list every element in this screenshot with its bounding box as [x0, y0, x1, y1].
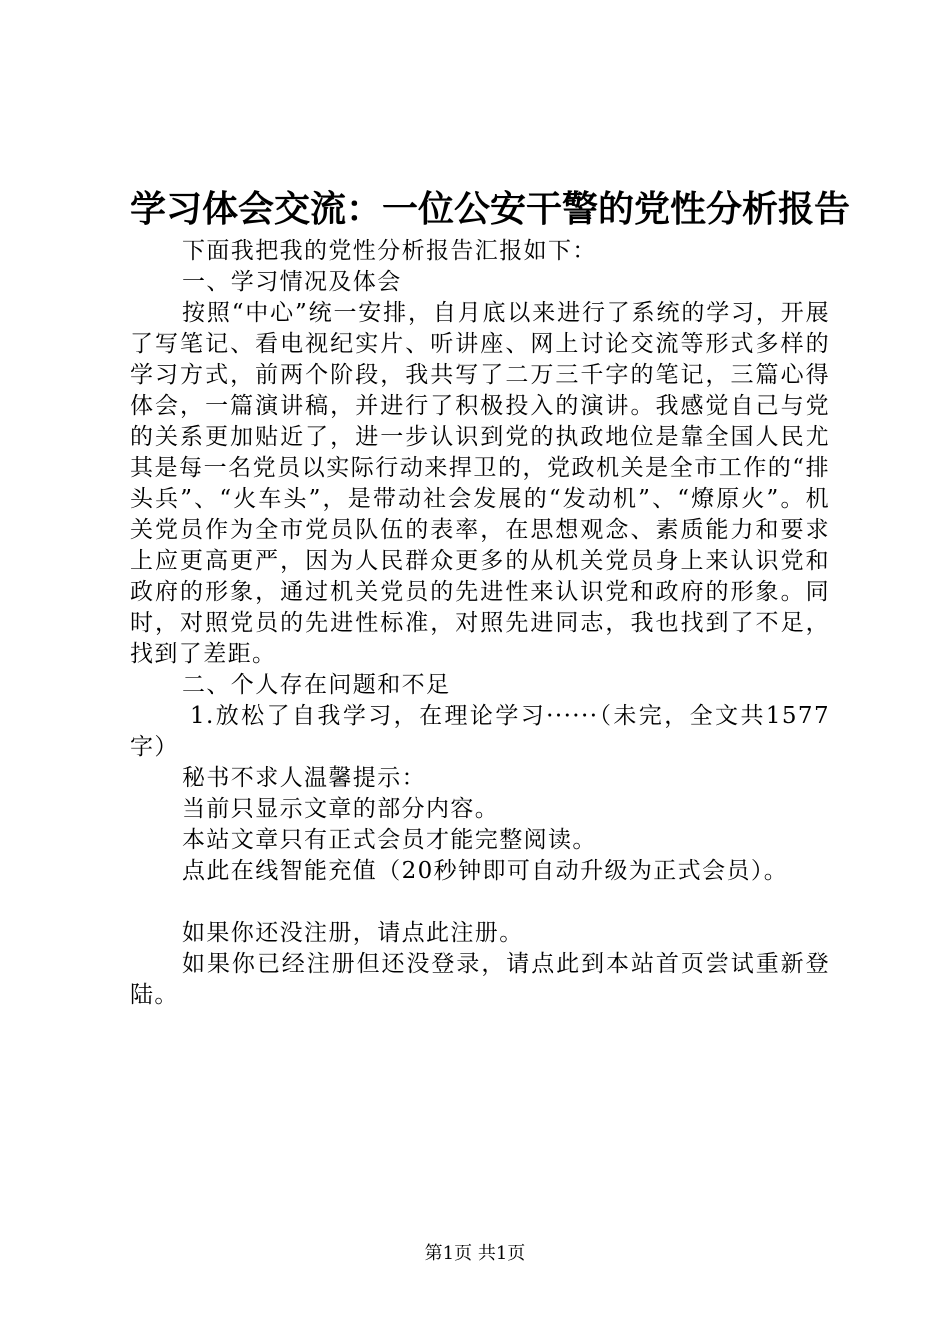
recharge-link[interactable]: 点此在线智能充值（20秒钟即可自动升级为正式会员）。	[182, 858, 789, 884]
notice-heading: 秘书不求人温馨提示：	[182, 765, 426, 791]
list-item-1: 1.放松了自我学习，在理论学习······（未完，全文共1577字）	[130, 703, 830, 760]
login-link[interactable]: 如果你已经注册但还没登录，请点此到本站首页尝试重新登陆。	[130, 951, 830, 1008]
notice-line-members: 本站文章只有正式会员才能完整阅读。	[182, 827, 597, 853]
section-heading-2: 二、个人存在问题和不足	[182, 672, 451, 698]
document-title: 学习体会交流：一位公安干警的党性分析报告	[130, 188, 851, 230]
notice-line-partial: 当前只显示文章的部分内容。	[182, 796, 500, 822]
blank-line	[130, 887, 830, 918]
body-paragraph: 按照“中心”统一安排，自月底以来进行了系统的学习，开展了写笔记、看电视纪实片、听讲座、网上讨论交流等形式多样的学习方式，前两个阶段，我共写了二万三千字的笔记，三篇心得体会，一篇演讲稿，并进行了积极投入的演讲。我感觉自己与党的关系更加贴近了，进一步认识到党的执政地位是靠全国人民尤其是每一名党员以实际行动来捍卫的，党政机关是全市工作的“排头兵”、“火车头”，是带动社会发展的“发动机”、“燎原火”。机关党员作为全市党员队伍的表率，在思想观念、素质能力和要求上应更高更严，因为人民群众更多的从机关党员身上来认识党和政府的形象，通过机关党员的先进性来认识党和政府的形象。同时，对照党员的先进性标准，对照先进同志，我也找到了不足，找到了差距。	[130, 300, 830, 667]
document-body	[130, 236, 830, 1011]
page-footer: 第1页 共1页	[424, 1243, 526, 1264]
intro-paragraph: 下面我把我的党性分析报告汇报如下：	[182, 238, 597, 264]
section-heading-1: 一、学习情况及体会	[182, 269, 402, 295]
register-link[interactable]: 如果你还没注册，请点此注册。	[182, 920, 524, 946]
